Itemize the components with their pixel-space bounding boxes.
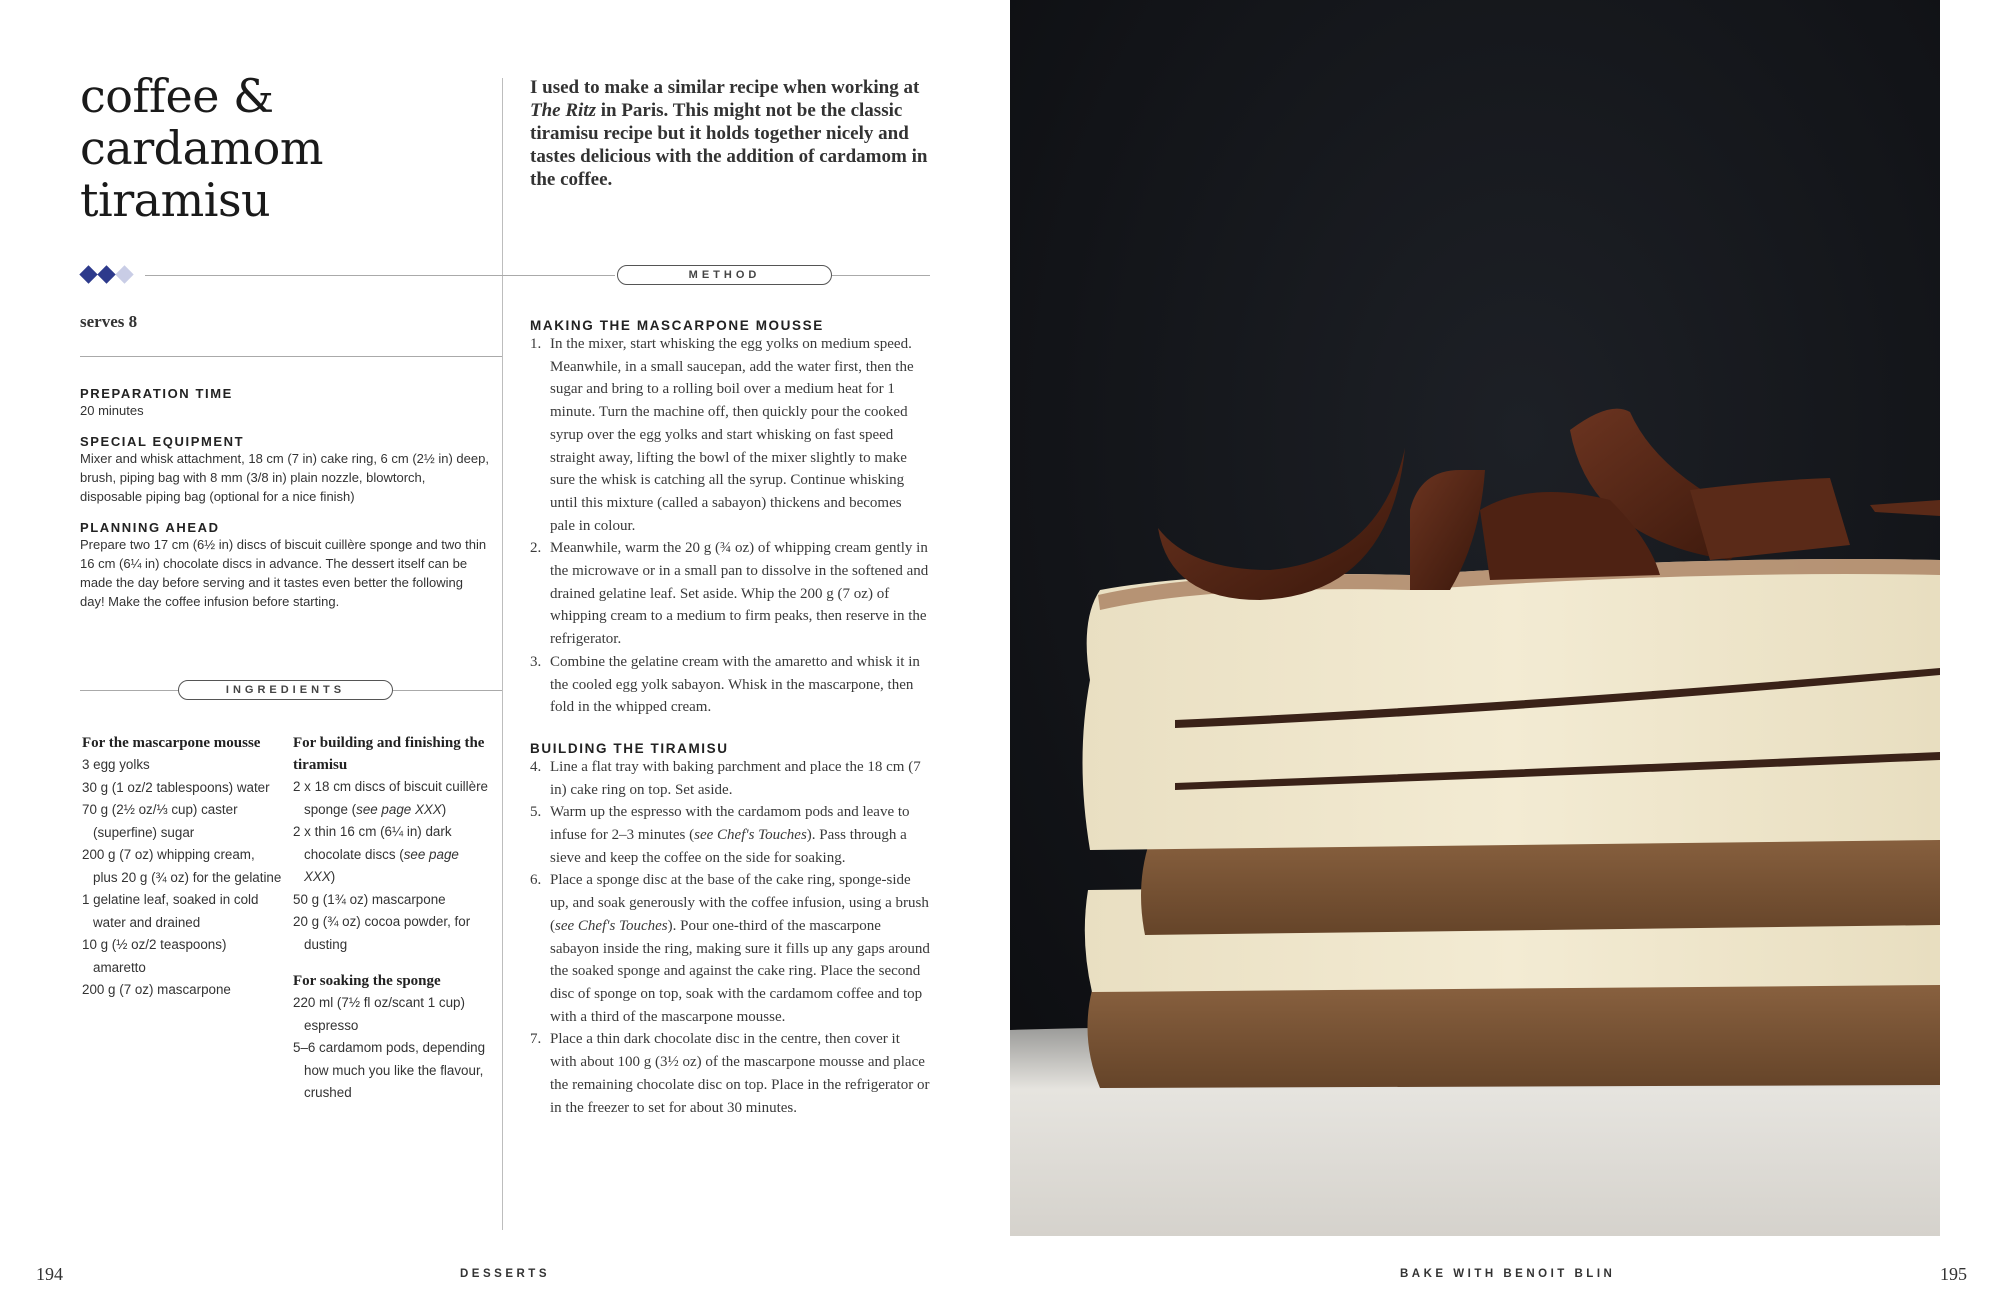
- method-subheading: MAKING THE MASCARPONE MOUSSE: [530, 318, 824, 333]
- ingredient-group-heading: For soaking the sponge: [293, 973, 441, 989]
- ingredient-item: 20 g (¾ oz) cocoa powder, for dusting: [293, 914, 471, 952]
- ingredient-item: 2 x 18 cm discs of biscuit cuillère sponge (see page XXX): [293, 779, 488, 817]
- ingredient-item: 1 gelatine leaf, soaked in cold water and drained: [82, 892, 259, 930]
- column-divider: [502, 78, 503, 1230]
- method-step: 6. Place a sponge disc at the base of the cake ring, sponge-side up, and soak generously with the coffee infusion, using a brush (see Chef's Touches). Pour one-third of the mascarpone sabayon inside the ring, making sure it fills up any gaps around the soaked sponge and against the cake ring. Place the second disc of sponge on top, soak with the cardamom coffee and top with a third of the mascarpone mousse.: [530, 872, 930, 1025]
- difficulty-diamond-icon: [79, 265, 97, 283]
- method-step: 2. Meanwhile, warm the 20 g (¾ oz) of whipping cream gently in the microwave or in a small pan to dissolve in the softened and drained gelatine leaf. Set aside. Whip the 200 g (7 oz) of whipping cream to a medium to firm peaks, then reserve in the refrigerator.: [530, 540, 929, 648]
- ingredient-list: [293, 992, 493, 1105]
- ingredients-label: INGREDIENTS: [178, 680, 393, 700]
- tiramisu-cake-illustration: [1010, 0, 1940, 1236]
- method-steps: [530, 333, 930, 719]
- recipe-intro: I used to make a similar recipe when working at The Ritz in Paris. This might not be the classic tiramisu recipe but it holds together nicely and tastes delicious with the addition of cardamom in the coffee.: [530, 77, 928, 190]
- method-step: 7. Place a thin dark chocolate disc in the centre, then cover it with about 100 g (3½ oz) of the mascarpone mousse and place the remaining chocolate disc on top. Place in the refrigerator or in the freezer to set for about 30 minutes.: [530, 1031, 930, 1116]
- method-rule: [832, 275, 930, 276]
- equipment-label: SPECIAL EQUIPMENT: [80, 434, 245, 449]
- ingredient-item: 200 g (7 oz) whipping cream, plus 20 g (¾ oz) for the gelatine: [82, 847, 282, 885]
- ingredient-item: 30 g (1 oz/2 tablespoons) water: [82, 779, 270, 795]
- ingredient-item: 3 egg yolks: [82, 757, 150, 772]
- difficulty-diamond-icon: [115, 265, 133, 283]
- ingredient-item: 220 ml (7½ fl oz/scant 1 cup) espresso: [293, 995, 465, 1033]
- serves: serves 8: [80, 312, 138, 331]
- running-head-left: DESSERTS: [460, 1268, 550, 1280]
- ingredient-list: [293, 776, 493, 956]
- difficulty-rule: [145, 275, 615, 276]
- ingredients-rule: [393, 690, 502, 691]
- ingredient-group-heading: For the mascarpone mousse: [82, 735, 261, 751]
- method-steps: [530, 756, 930, 1119]
- planning-label: PLANNING AHEAD: [80, 520, 220, 535]
- method-subheading: BUILDING THE TIRAMISU: [530, 740, 729, 756]
- ingredient-item: 10 g (½ oz/2 teaspoons) amaretto: [82, 937, 227, 975]
- mousse-ingredients: [82, 732, 282, 1002]
- page-number-left: 194: [36, 1264, 63, 1284]
- planning-value: Prepare two 17 cm (6½ in) discs of biscuit cuillère sponge and two thin 16 cm (6¼ in) chocolate discs in advance. The dessert itself can be made the day before serving and it tastes even better the following day! Make the coffee infusion before starting.: [80, 537, 487, 609]
- ingredient-item: 2 x thin 16 cm (6¼ in) dark chocolate discs (see page XXX): [293, 824, 459, 884]
- recipe-title: coffee & cardamom tiramisu: [80, 69, 323, 227]
- method-section: [530, 318, 930, 1119]
- method-label: METHOD: [617, 265, 832, 285]
- method-step: 4. Line a flat tray with baking parchment and place the 18 cm (7 in) cake ring on top. Set aside.: [530, 758, 921, 798]
- method-step: 3. Combine the gelatine cream with the amaretto and whisk it in the cooled egg yolk sabayon. Whisk in the mascarpone, then fold in the whipped cream.: [530, 653, 920, 716]
- serves-rule: [80, 356, 502, 357]
- ingredient-item: 70 g (2½ oz/⅓ cup) caster (superfine) sugar: [82, 802, 238, 840]
- ingredient-group-heading: For building and finishing the tiramisu: [293, 735, 485, 773]
- method-step: 5. Warm up the espresso with the cardamom pods and leave to infuse for 2–3 minutes (see Chef's Touches). Pass through a sieve and keep the coffee on the side for soaking.: [530, 804, 910, 866]
- ingredient-item: 50 g (1¾ oz) mascarpone: [293, 891, 446, 907]
- building-ingredients: [293, 732, 493, 1105]
- ingredient-item: 5–6 cardamom pods, depending how much you like the flavour, crushed: [293, 1040, 486, 1100]
- equipment-value: Mixer and whisk attachment, 18 cm (7 in) cake ring, 6 cm (2½ in) deep, brush, piping bag with 8 mm (3/8 in) plain nozzle, blowtorch, disposable piping bag (optional for a nice finish): [80, 451, 489, 504]
- difficulty-diamond-icon: [97, 265, 115, 283]
- ingredient-item: 200 g (7 oz) mascarpone: [82, 982, 231, 997]
- running-head-right: BAKE WITH BENOIT BLIN: [1400, 1268, 1616, 1280]
- method-step: 1. In the mixer, start whisking the egg yolks on medium speed. Meanwhile, in a small saucepan, add the water first, then the sugar and bring to a rolling boil over a medium heat for 1 minute. Turn the machine off, then quickly pour the cooked syrup over the egg yolks and start whisking on fast speed straight away, lifting the bowl of the mixer slightly to make sure the whisk is catching all the syrup. Continue whisking until this mixture (called a sabayon) thickens and becomes pale in colour.: [530, 336, 914, 534]
- ingredients-rule: [80, 690, 180, 691]
- tiramisu-photo: [1010, 0, 1940, 1236]
- page-number-right: 195: [1940, 1264, 1967, 1284]
- prep-info: [80, 386, 490, 611]
- preparation-label: PREPARATION TIME: [80, 386, 233, 401]
- ingredient-list: [82, 754, 282, 1002]
- preparation-value: 20 minutes: [80, 403, 144, 418]
